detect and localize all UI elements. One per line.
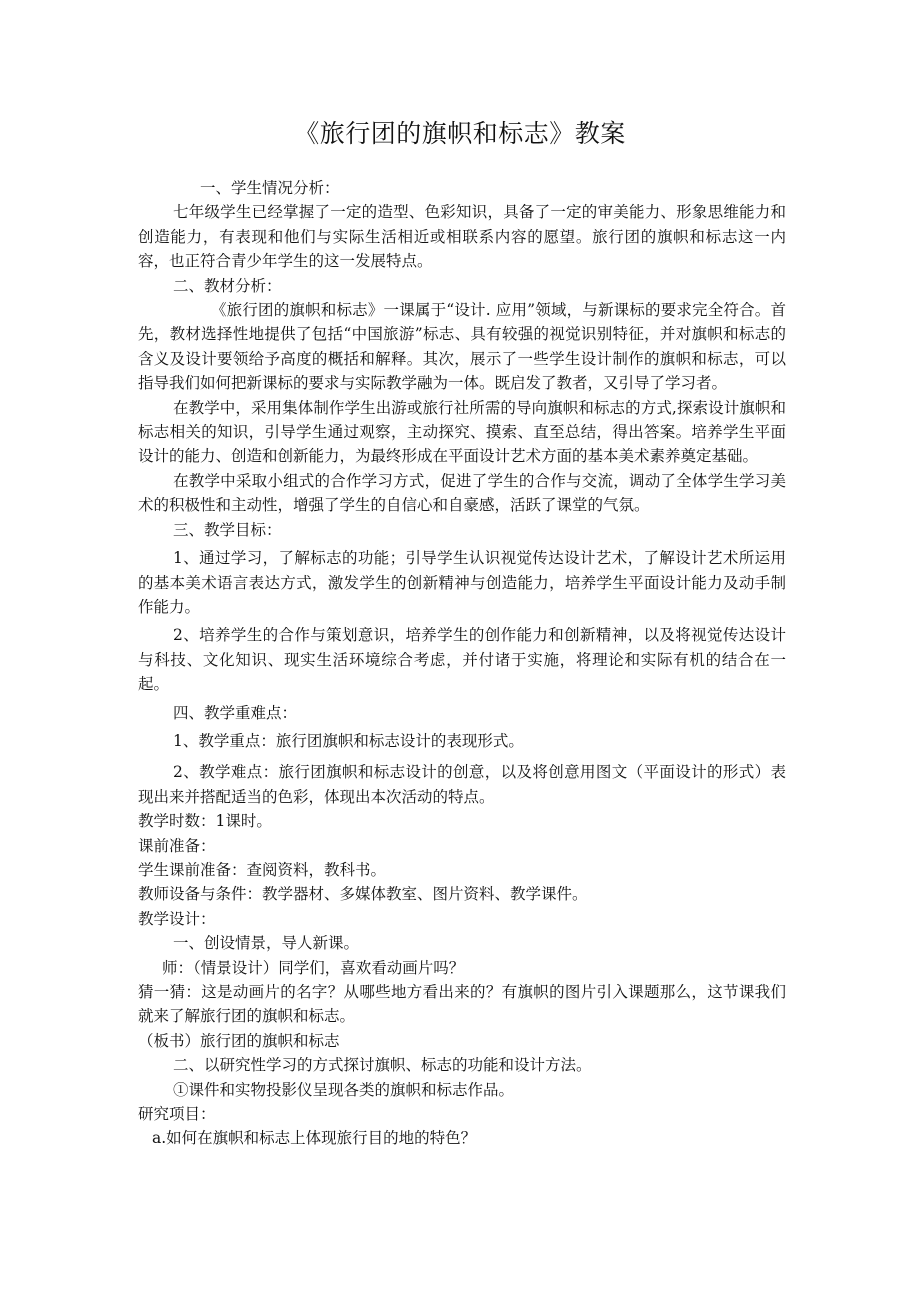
guess-paragraph: 猜一猜：这是动画片的名字？从哪些地方看出来的？有旗帜的图片引入课题那么，这节课我们就来了解旅行团的旗帜和标志。 [138,983,786,1026]
goal-item-2: 2、培养学生的合作与策划意识，培养学生的创作能力和创新精神，以及将视觉传达设计与科技、文化知识、现实生活环境综合考虑，并付诸于实施，将理论和实际有机的结合在一起。 [138,626,786,694]
paragraph-group-learning: 在教学中采取小组式的合作学习方式，促进了学生的合作与交流，调动了全体学生学习美术的积极性和主动性，增强了学生的自信心和自豪感，活跃了课堂的气氛。 [138,471,786,515]
courseware-item: ①课件和实物投影仪呈现各类的旗帜和标志作品。 [173,1080,515,1099]
design-step-2: 二、以研究性学习的方式探讨旗帜、标志的功能和设计方法。 [173,1056,592,1075]
heading-student-analysis: 一、学生情况分析： [200,179,340,197]
paragraph-textbook-analysis: 《旅行团的旗帜和标志》一课属于“设计. 应用”领域，与新课标的要求完全符合。首先，教材选择性地提供了包括“中国旅游”标志、具有较强的视觉识别特征，并对旗帜和标志的含义及设计要领给予高度的概括和解释。其次，展示了一些学生设计制作的旗帜和标志，可以指导我们如何把新课标的要求与实际教学融为一体。既启发了教者，又引导了学习者。 [138,301,786,393]
student-preparation: 学生课前准备：查阅资料，教科书。 [138,860,387,879]
key-point-1: 1、教学重点：旅行团旗帜和标志设计的表现形式。 [173,731,524,750]
design-step-1: 一、创设情景，导人新课。 [173,934,360,953]
blackboard-note: （板书）旅行团的旗帜和标志 [138,1031,340,1050]
document-body [138,176,786,1151]
key-point-2: 2、教学难点：旅行团旗帜和标志设计的创意，以及将创意用图文（平面设计的形式）表现出来并搭配适当的色彩，体现出本次活动的特点。 [138,763,786,806]
heading-teaching-design: 教学设计： [138,909,216,928]
goal-item-1: 1、通过学习，了解标志的功能；引导学生认识视觉传达设计艺术，了解设计艺术所运用的基本美术语言表达方式，激发学生的创新精神与创造能力，培养学生平面设计能力及动手制作能力。 [138,549,786,616]
teacher-equipment: 教师设备与条件：教学器材、多媒体教室、图片资料、教学课件。 [138,885,588,904]
teacher-line: 师：（情景设计）同学们，喜欢看动画片吗？ [162,958,465,977]
heading-key-points: 四、教学重难点： [173,703,298,722]
paragraph-teaching-method: 在教学中，采用集体制作学生出游或旅行社所需的导向旗帜和标志的方式,探索设计旗帜和标志相关的知识，引导学生通过观察，主动探究、摸索、直至总结，得出答案。培养学生平面设计的能力、创造和创新能力，为最终形成在平面设计艺术方面的基本美术素养奠定基础。 [138,398,786,466]
class-hours: 教学时数：1课时。 [138,812,272,831]
paragraph-student-analysis: 七年级学生已经掌握了一定的造型、色彩知识，具备了一定的审美能力、形象思维能力和创造能力，有表现和他们与实际生活相近或相联系内容的愿望。旅行团的旗帜和标志这一内容，也正符合青少年学生的这一发展特点。 [138,203,786,271]
research-item-a: a.如何在旗帜和标志上体现旅行目的地的特色？ [152,1129,477,1148]
heading-teaching-goals: 三、教学目标： [173,520,282,539]
heading-research-items: 研究项目： [138,1105,216,1124]
document-title: 《旅行团的旗帜和标志》教案 [294,119,626,148]
heading-textbook-analysis: 二、教材分析： [173,276,282,295]
heading-preparation: 课前准备： [138,836,216,855]
